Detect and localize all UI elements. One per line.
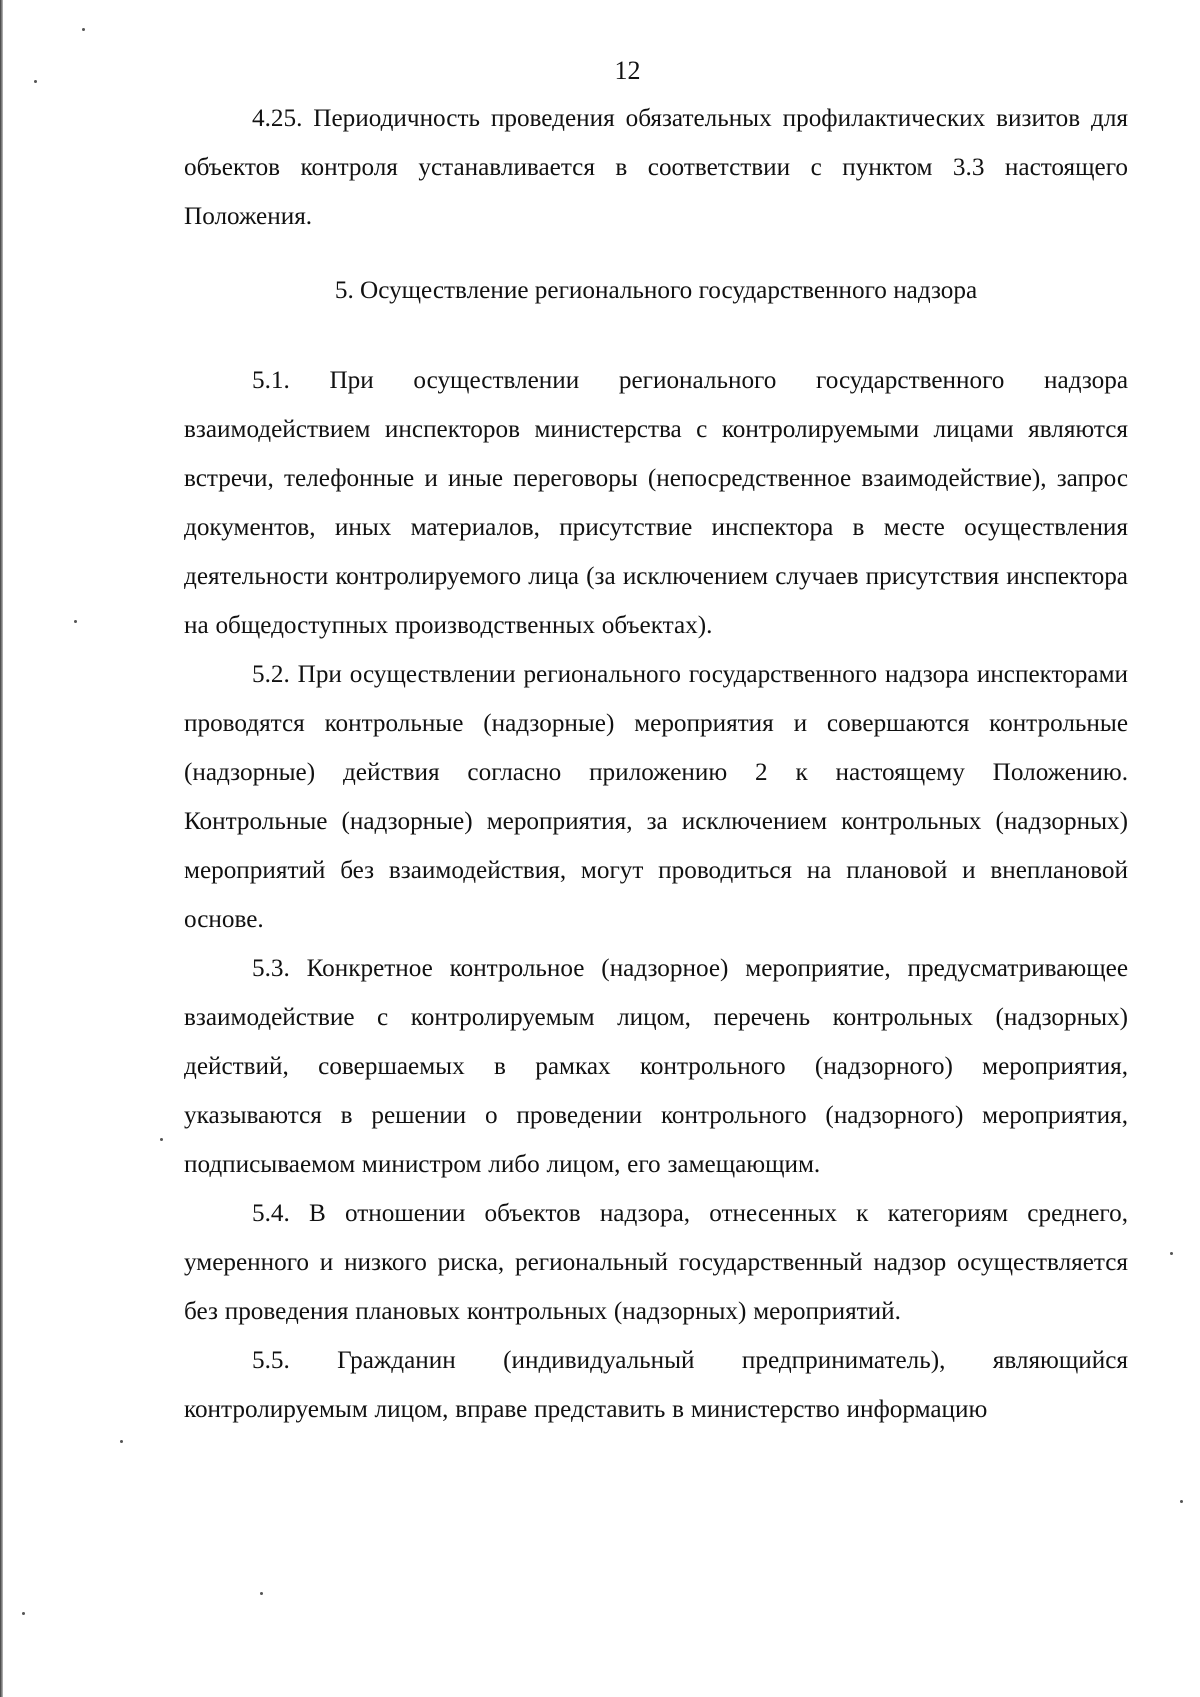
clause-5-3: 5.3. Конкретное контрольное (надзорное) мероприятие, предусматривающее взаимодействие с контролируемым лицом, перечень контрольных (надзорных) действий, совершаемых в рамках контрольного (надзорного) мероприятия, указываются в решении о проведении контрольного (надзорного) мероприятия, подписываемом министром либо лицом, его замещающим. [184,955,1128,1178]
section-5-body [184,356,1128,1434]
scan-edge [0,0,3,1697]
clause-5-5: 5.5. Гражданин (индивидуальный предприниматель), являющийся контролируемым лицом, вправе представить в министерство информацию [184,1347,1128,1423]
clause-4-25-block [184,94,1128,241]
scan-speck [160,1138,163,1141]
scan-speck [82,28,85,31]
scan-speck [120,1440,123,1443]
clause-5-2: 5.2. При осуществлении регионального государственного надзора инспекторами проводятся контрольные (надзорные) мероприятия и совершаются контрольные (надзорные) действия согласно приложению 2 к настоящему Положению. Контрольные (надзорные) мероприятия, за исключением контрольных (надзорных) мероприятий без взаимодействия, могут проводиться на плановой и внеплановой основе. [184,661,1128,933]
clause-5-1: 5.1. При осуществлении регионального государственного надзора взаимодействием инспекторов министерства с контролируемыми лицами являются встречи, телефонные и иные переговоры (непосредственное взаимодействие), запрос документов, иных материалов, присутствие инспектора в месте осуществления деятельности контролируемого лица (за исключением случаев присутствия инспектора на общедоступных производственных объектах). [184,367,1128,639]
scan-speck [34,80,37,83]
scan-speck [74,620,77,623]
scan-speck [1170,1252,1173,1255]
scan-speck [1180,1500,1183,1503]
scan-speck [260,1592,263,1595]
section-5-heading: 5. Осуществление регионального государственного надзора [334,277,978,304]
scan-speck [22,1612,25,1615]
clause-4-25: 4.25. Периодичность проведения обязательных профилактических визитов для объектов контроля устанавливается в соответствии с пунктом 3.3 настоящего Положения. [184,105,1128,230]
clause-5-4: 5.4. В отношении объектов надзора, отнесенных к категориям среднего, умеренного и низкого риска, региональный государственный надзор осуществляется без проведения плановых контрольных (надзорных) мероприятий. [184,1200,1128,1325]
page-number: 12 [614,56,641,85]
